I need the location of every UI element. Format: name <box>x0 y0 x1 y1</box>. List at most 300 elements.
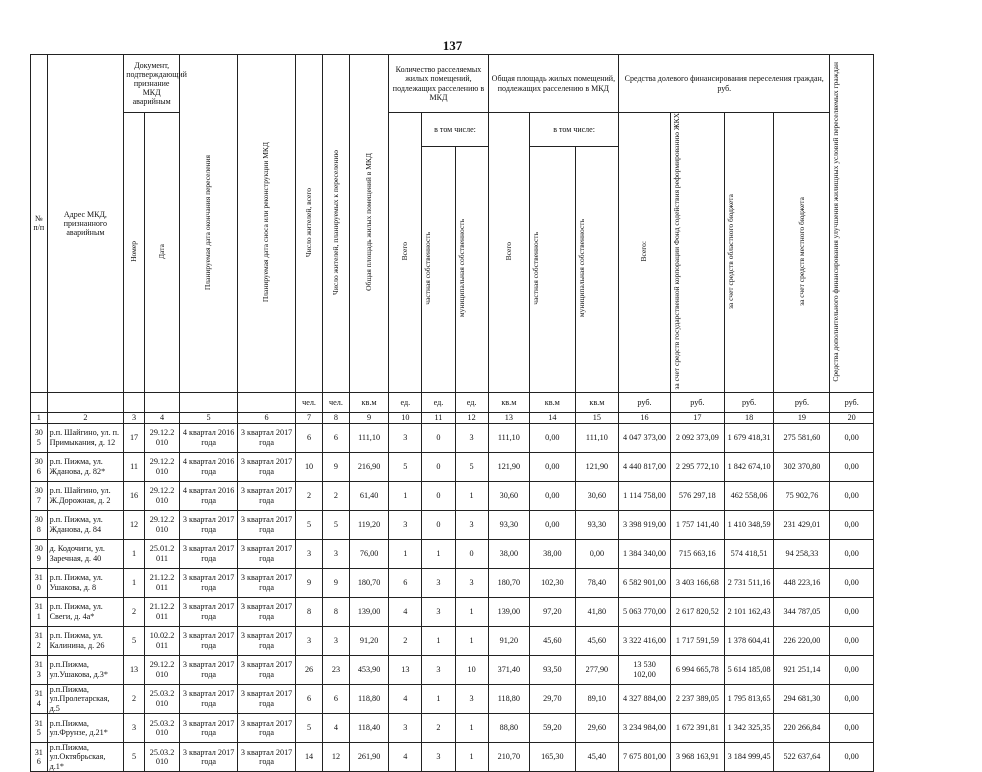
table-cell: 2 237 389,05 <box>670 684 724 713</box>
table-cell: 1 <box>422 626 455 655</box>
column-number: 20 <box>830 412 874 423</box>
table-cell: 12 <box>323 743 350 772</box>
unit-cell: кв.м <box>349 392 388 412</box>
table-cell: 3 квартал 2017 года <box>238 510 296 539</box>
table-cell: 6 582 901,00 <box>619 568 671 597</box>
table-cell: 3 квартал 2017 года <box>238 743 296 772</box>
unit-cell: руб. <box>774 392 830 412</box>
table-row <box>31 714 874 743</box>
table-cell: 29.12.2 010 <box>144 655 179 684</box>
unit-cell: чел. <box>323 392 350 412</box>
table-cell: 0,00 <box>830 452 874 481</box>
table-cell: 0,00 <box>830 626 874 655</box>
table-cell: 1 795 813,65 <box>724 684 774 713</box>
table-cell: 2 <box>124 684 145 713</box>
table-cell: 1 <box>124 568 145 597</box>
table-cell: 3 квартал 2017 года <box>238 423 296 452</box>
table-cell: 111,10 <box>349 423 388 452</box>
table-cell: 10 <box>296 452 323 481</box>
column-number: 18 <box>724 412 774 423</box>
table-cell: 38,00 <box>488 539 529 568</box>
table-cell: р.п.Пижма, ул.Октябрьская, д.1* <box>47 743 124 772</box>
table-cell: 3 <box>296 539 323 568</box>
table-cell: 0,00 <box>830 684 874 713</box>
table-cell: 1 410 348,59 <box>724 510 774 539</box>
table-cell: 0,00 <box>530 481 576 510</box>
table-cell: 3 квартал 2017 года <box>180 539 238 568</box>
table-cell: 5 063 770,00 <box>619 597 671 626</box>
table-cell: 0,00 <box>830 510 874 539</box>
table-cell: 3 квартал 2017 года <box>180 510 238 539</box>
table-row <box>31 452 874 481</box>
table-cell: 3 квартал 2017 года <box>238 626 296 655</box>
table-cell: 3 <box>124 714 145 743</box>
column-number: 1 <box>31 412 48 423</box>
table-row <box>31 568 874 597</box>
table-cell: 1 <box>422 684 455 713</box>
table-cell: 31 0 <box>31 568 48 597</box>
table-cell: 139,00 <box>349 597 388 626</box>
table-cell: 344 787,05 <box>774 597 830 626</box>
table-cell: 231 429,01 <box>774 510 830 539</box>
column-number: 4 <box>144 412 179 423</box>
table-cell: 3 квартал 2017 года <box>238 539 296 568</box>
table-cell: 16 <box>124 481 145 510</box>
table-cell: 9 <box>296 568 323 597</box>
header-area-total: Всего <box>488 113 529 393</box>
table-cell: 88,80 <box>488 714 529 743</box>
table-cell: 0,00 <box>530 423 576 452</box>
table-cell: 6 <box>296 684 323 713</box>
table-cell: 3 403 166,68 <box>670 568 724 597</box>
table-row <box>31 510 874 539</box>
table-cell: 30 7 <box>31 481 48 510</box>
table-cell: 29,60 <box>575 714 619 743</box>
table-cell: 4 440 817,00 <box>619 452 671 481</box>
table-cell: 0,00 <box>830 423 874 452</box>
table-cell: 371,40 <box>488 655 529 684</box>
table-cell: 1 <box>455 743 488 772</box>
table-cell: 91,20 <box>488 626 529 655</box>
table-cell: р.п.Пижма, ул.Пролетарская, д.5 <box>47 684 124 713</box>
table-cell: 0 <box>422 423 455 452</box>
table-cell: 111,10 <box>488 423 529 452</box>
column-number: 5 <box>180 412 238 423</box>
table-cell: 3 квартал 2017 года <box>180 655 238 684</box>
table-cell: 78,40 <box>575 568 619 597</box>
unit-cell: ед. <box>455 392 488 412</box>
table-cell: 1 378 604,41 <box>724 626 774 655</box>
table-cell: 8 <box>296 597 323 626</box>
table-cell: 3 <box>455 510 488 539</box>
table-row <box>31 684 874 713</box>
header-fund-regional: за счет средств областного бюджета <box>724 113 774 393</box>
table-cell: 5 <box>124 626 145 655</box>
table-cell: 2 731 511,16 <box>724 568 774 597</box>
table-cell: 111,10 <box>575 423 619 452</box>
unit-cell: руб. <box>724 392 774 412</box>
table-cell: 29,70 <box>530 684 576 713</box>
table-cell: р.п. Пижма, ул. Калинина, д. 26 <box>47 626 124 655</box>
unit-cell: чел. <box>296 392 323 412</box>
table-cell: 6 <box>296 423 323 452</box>
table-cell: 5 <box>389 452 422 481</box>
table-cell: 4 квартал 2016 года <box>180 481 238 510</box>
table-cell: 94 258,33 <box>774 539 830 568</box>
table-cell: 118,80 <box>488 684 529 713</box>
table-row <box>31 626 874 655</box>
table-cell: 3 квартал 2017 года <box>238 684 296 713</box>
table-cell: 3 322 416,00 <box>619 626 671 655</box>
table-cell: 294 681,30 <box>774 684 830 713</box>
table-cell: 3 <box>455 684 488 713</box>
table-row <box>31 655 874 684</box>
table-cell: 448 223,16 <box>774 568 830 597</box>
table-cell: 226 220,00 <box>774 626 830 655</box>
table-cell: 23 <box>323 655 350 684</box>
table-cell: 0,00 <box>830 539 874 568</box>
table-cell: 9 <box>323 568 350 597</box>
table-cell: 93,50 <box>530 655 576 684</box>
table-cell: 93,30 <box>575 510 619 539</box>
table-cell: 14 <box>296 743 323 772</box>
table-cell: 0,00 <box>530 510 576 539</box>
table-cell: р.п.Пижма, ул.Фрунзе, д.21* <box>47 714 124 743</box>
table-cell: 3 <box>323 626 350 655</box>
table-cell: 3 квартал 2017 года <box>180 743 238 772</box>
table-cell: 3 968 163,91 <box>670 743 724 772</box>
table-cell: 522 637,64 <box>774 743 830 772</box>
table-cell: 10.02.2 011 <box>144 626 179 655</box>
table-cell: 97,20 <box>530 597 576 626</box>
header-fund-local: за счет средств местного бюджета <box>774 113 830 393</box>
table-cell: 1 <box>124 539 145 568</box>
column-number: 12 <box>455 412 488 423</box>
table-cell: 31 5 <box>31 714 48 743</box>
table-cell: 45,60 <box>575 626 619 655</box>
table-cell: 1 672 391,81 <box>670 714 724 743</box>
table-cell: 3 <box>422 597 455 626</box>
table-cell: 11 <box>124 452 145 481</box>
table-cell: 5 <box>296 714 323 743</box>
table-cell: 6 994 665,78 <box>670 655 724 684</box>
table-cell: 0,00 <box>830 655 874 684</box>
table-cell: 3 <box>389 423 422 452</box>
table-cell: 1 <box>455 481 488 510</box>
table-cell: 75 902,76 <box>774 481 830 510</box>
table-cell: 10 <box>455 655 488 684</box>
table-cell: 2 617 820,52 <box>670 597 724 626</box>
table-cell: 3 <box>323 539 350 568</box>
table-cell: 1 842 674,10 <box>724 452 774 481</box>
column-number: 17 <box>670 412 724 423</box>
table-cell: 4 <box>389 743 422 772</box>
table-cell: 8 <box>323 597 350 626</box>
table-cell: 38,00 <box>530 539 576 568</box>
header-area-municipal: муниципальная собственность <box>575 146 619 392</box>
header-planned-relocation: Планируемая дата окончания переселения <box>180 55 238 393</box>
table-cell: 31 1 <box>31 597 48 626</box>
table-cell: 13 <box>389 655 422 684</box>
table-cell: 576 297,18 <box>670 481 724 510</box>
table-row <box>31 743 874 772</box>
table-cell: 30 8 <box>31 510 48 539</box>
table-cell: 0 <box>422 510 455 539</box>
table-cell: 61,40 <box>349 481 388 510</box>
relocation-table <box>30 54 874 772</box>
table-cell: 3 <box>422 655 455 684</box>
table-cell: 121,90 <box>488 452 529 481</box>
table-cell: 4 <box>389 684 422 713</box>
header-incl-2: в том числе: <box>530 113 619 147</box>
table-cell: 0,00 <box>575 539 619 568</box>
table-cell: 0,00 <box>530 452 576 481</box>
table-cell: 21.12.2 011 <box>144 568 179 597</box>
table-cell: 1 679 418,31 <box>724 423 774 452</box>
table-cell: 21.12.2 011 <box>144 597 179 626</box>
table-cell: 30,60 <box>488 481 529 510</box>
unit-cell: руб. <box>670 392 724 412</box>
column-numbers-row <box>31 412 874 423</box>
header-fund-gk: за счет средств государственной корпорации Фонд содействия реформированию ЖКХ <box>670 113 724 393</box>
table-cell: 30 6 <box>31 452 48 481</box>
table-cell: 3 квартал 2017 года <box>180 626 238 655</box>
table-cell: 1 <box>389 481 422 510</box>
table-cell: р.п. Пижма, ул. Жданова, д. 84 <box>47 510 124 539</box>
table-cell: 216,90 <box>349 452 388 481</box>
table-cell: р.п. Шайгино, ул. Ж.Дорожная, д. 2 <box>47 481 124 510</box>
column-number: 11 <box>422 412 455 423</box>
table-cell: р.п. Пижма, ул. Жданова, д. 82* <box>47 452 124 481</box>
table-cell: 30 5 <box>31 423 48 452</box>
table-cell: 4 квартал 2016 года <box>180 452 238 481</box>
column-number: 9 <box>349 412 388 423</box>
table-cell: 2 <box>389 626 422 655</box>
table-cell: 3 234 984,00 <box>619 714 671 743</box>
table-cell: 89,10 <box>575 684 619 713</box>
header-doc: Документ, подтверждающий признание МКД аварийным <box>124 55 180 113</box>
column-number: 2 <box>47 412 124 423</box>
table-cell: 3 квартал 2017 года <box>238 714 296 743</box>
table-cell: 0,00 <box>830 743 874 772</box>
table-cell: 25.03.2 010 <box>144 714 179 743</box>
table-cell: 3 <box>455 568 488 597</box>
table-cell: 180,70 <box>488 568 529 597</box>
header-rooms-total: Всего <box>389 113 422 393</box>
table-cell: 29.12.2 010 <box>144 481 179 510</box>
table-cell: 2 092 373,09 <box>670 423 724 452</box>
table-cell: 2 101 162,43 <box>724 597 774 626</box>
table-cell: 6 <box>389 568 422 597</box>
table-cell: 275 581,60 <box>774 423 830 452</box>
table-cell: 9 <box>323 452 350 481</box>
table-cell: 118,80 <box>349 684 388 713</box>
table-cell: 13 <box>124 655 145 684</box>
table-cell: 261,90 <box>349 743 388 772</box>
table-cell: р.п. Пижма, ул. Свеги, д. 4а* <box>47 597 124 626</box>
header-fund-total: Всего: <box>619 113 671 393</box>
table-row <box>31 481 874 510</box>
table-cell: 76,00 <box>349 539 388 568</box>
column-number: 7 <box>296 412 323 423</box>
table-cell: 3 квартал 2017 года <box>180 568 238 597</box>
table-cell: 1 <box>422 539 455 568</box>
table-cell: 26 <box>296 655 323 684</box>
table-cell: 3 квартал 2017 года <box>238 452 296 481</box>
table-cell: 6 <box>323 423 350 452</box>
column-number: 13 <box>488 412 529 423</box>
table-cell: 0 <box>455 539 488 568</box>
table-cell: 3 квартал 2017 года <box>180 714 238 743</box>
table-cell: 1 114 758,00 <box>619 481 671 510</box>
table-cell: 1 <box>455 714 488 743</box>
table-cell: 921 251,14 <box>774 655 830 684</box>
column-number: 10 <box>389 412 422 423</box>
header-funding-group: Средства долевого финансирования переселения граждан, руб. <box>619 55 830 113</box>
header-address: Адрес МКД, признанного аварийным <box>47 55 124 393</box>
column-number: 8 <box>323 412 350 423</box>
table-cell: 0,00 <box>830 714 874 743</box>
header-rooms-group: Количество расселяемых жилых помещений, подлежащих расселению в МКД <box>389 55 488 113</box>
header-residents-total: Число жителей, всего <box>296 55 323 393</box>
table-cell: 220 266,84 <box>774 714 830 743</box>
table-cell: 4 327 884,00 <box>619 684 671 713</box>
table-cell: 139,00 <box>488 597 529 626</box>
table-cell: 29.12.2 010 <box>144 452 179 481</box>
table-cell: 3 квартал 2017 года <box>180 597 238 626</box>
table-cell: 12 <box>124 510 145 539</box>
header-rooms-municipal: муниципальная собственность <box>455 146 488 392</box>
table-cell: 45,60 <box>530 626 576 655</box>
table-cell: 2 <box>422 714 455 743</box>
units-row <box>31 392 874 412</box>
table-cell: 5 <box>296 510 323 539</box>
table-cell: 3 квартал 2017 года <box>238 597 296 626</box>
unit-cell: кв.м <box>530 392 576 412</box>
table-cell: 3 184 999,45 <box>724 743 774 772</box>
table-cell: 2 <box>124 597 145 626</box>
table-cell: 3 <box>455 423 488 452</box>
table-cell: 3 <box>422 743 455 772</box>
column-number: 6 <box>238 412 296 423</box>
unit-cell: руб. <box>619 392 671 412</box>
table-cell: 25.03.2 010 <box>144 684 179 713</box>
table-cell: р.п. Шайгино, ул. п. Примыкания, д. 12 <box>47 423 124 452</box>
table-cell: 2 <box>296 481 323 510</box>
table-cell: 31 3 <box>31 655 48 684</box>
column-number: 3 <box>124 412 145 423</box>
table-cell: 302 370,80 <box>774 452 830 481</box>
header-num: № п/п <box>31 55 48 393</box>
table-cell: 6 <box>323 684 350 713</box>
table-cell: 13 530 102,00 <box>619 655 671 684</box>
table-cell: 30 9 <box>31 539 48 568</box>
table-cell: 59,20 <box>530 714 576 743</box>
table-cell: 102,30 <box>530 568 576 597</box>
table-cell: 31 4 <box>31 684 48 713</box>
header-area-private: частная собственность <box>530 146 576 392</box>
table-cell: 1 <box>389 539 422 568</box>
table-cell: 3 <box>389 510 422 539</box>
table-cell: 41,80 <box>575 597 619 626</box>
table-cell: 3 квартал 2017 года <box>238 655 296 684</box>
table-cell: 45,40 <box>575 743 619 772</box>
unit-cell: ед. <box>422 392 455 412</box>
table-row <box>31 423 874 452</box>
header-fund-extra: Средства дополнительного финансирования улучшения жилищных условий переселяемых граждан <box>830 55 874 393</box>
table-cell: 4 <box>389 597 422 626</box>
table-cell: 25.01.2 011 <box>144 539 179 568</box>
table-cell: 5 <box>124 743 145 772</box>
table-cell: 0 <box>422 452 455 481</box>
table-cell: 30,60 <box>575 481 619 510</box>
table-cell: 3 квартал 2017 года <box>238 481 296 510</box>
table-cell: 165,30 <box>530 743 576 772</box>
table-cell: 93,30 <box>488 510 529 539</box>
table-cell: д. Кодочиги, ул. Заречная, д. 40 <box>47 539 124 568</box>
header-total-area: Общая площадь жилых помещений в МКД <box>349 55 388 393</box>
header-rooms-private: частная собственность <box>422 146 455 392</box>
table-row <box>31 539 874 568</box>
table-cell: 31 2 <box>31 626 48 655</box>
table-cell: 1 757 141,40 <box>670 510 724 539</box>
table-cell: 2 <box>323 481 350 510</box>
table-cell: 29.12.2 010 <box>144 510 179 539</box>
header-residents-planned: Число жителей, планируемых к переселению <box>323 55 350 393</box>
table-cell: 7 675 801,00 <box>619 743 671 772</box>
table-cell: 4 <box>323 714 350 743</box>
table-cell: 3 <box>389 714 422 743</box>
unit-cell: руб. <box>830 392 874 412</box>
table-cell: 5 <box>455 452 488 481</box>
column-number: 19 <box>774 412 830 423</box>
column-number: 14 <box>530 412 576 423</box>
table-cell: 1 <box>455 626 488 655</box>
header-incl-1: в том числе: <box>422 113 488 147</box>
header-area-group: Общая площадь жилых помещений, подлежащих расселению в МКД <box>488 55 619 113</box>
table-cell: 3 398 919,00 <box>619 510 671 539</box>
table-cell: 0,00 <box>830 481 874 510</box>
table-cell: 5 614 185,08 <box>724 655 774 684</box>
table-cell: 3 <box>296 626 323 655</box>
unit-cell: кв.м <box>488 392 529 412</box>
table-cell: 210,70 <box>488 743 529 772</box>
table-cell: 715 663,16 <box>670 539 724 568</box>
table-cell: р.п. Пижма, ул. Ушакова, д. 8 <box>47 568 124 597</box>
table-cell: 462 558,06 <box>724 481 774 510</box>
header-doc-date: Дата <box>144 113 179 393</box>
table-cell: 119,20 <box>349 510 388 539</box>
table-cell: 4 047 373,00 <box>619 423 671 452</box>
table-cell: 1 342 325,35 <box>724 714 774 743</box>
page-number: 137 <box>442 38 463 53</box>
header-doc-number: Номер <box>124 113 145 393</box>
table-cell: 25.03.2 010 <box>144 743 179 772</box>
table-body <box>31 423 874 772</box>
table-cell: 277,90 <box>575 655 619 684</box>
table-cell: 574 418,51 <box>724 539 774 568</box>
table-cell: 17 <box>124 423 145 452</box>
table-cell: 3 квартал 2017 года <box>238 568 296 597</box>
table-cell: 2 295 772,10 <box>670 452 724 481</box>
table-cell: 3 <box>422 568 455 597</box>
table-cell: 3 квартал 2017 года <box>180 684 238 713</box>
table-cell: 4 квартал 2016 года <box>180 423 238 452</box>
table-cell: 0 <box>422 481 455 510</box>
table-cell: 453,90 <box>349 655 388 684</box>
column-number: 15 <box>575 412 619 423</box>
unit-cell: ед. <box>389 392 422 412</box>
